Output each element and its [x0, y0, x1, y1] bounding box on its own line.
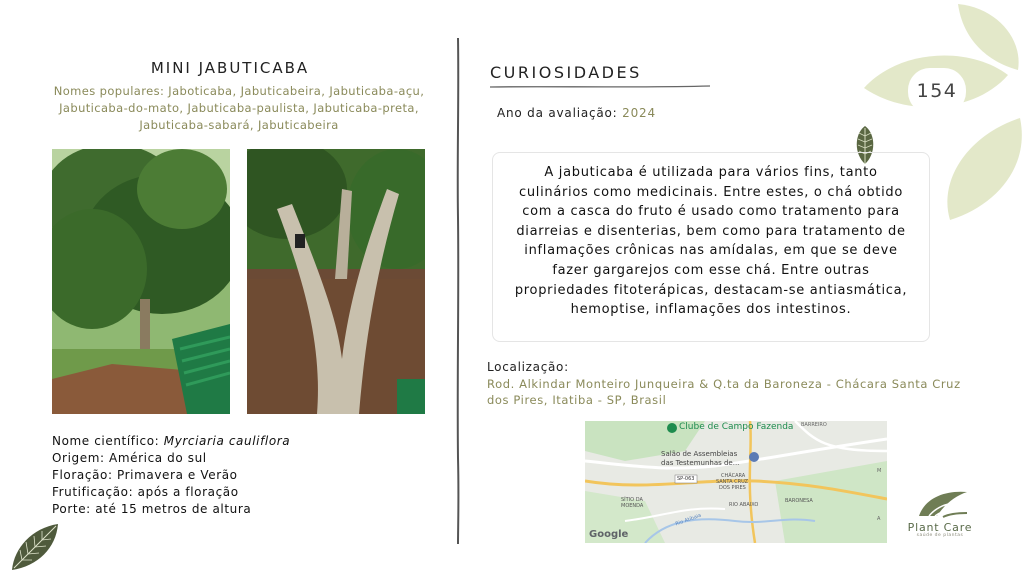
fact-fruiting: Frutificação: após a floração	[52, 485, 239, 499]
map-label-salao-2: das Testemunhas de...	[661, 459, 740, 467]
map-label-river: Rio Atibaia	[674, 512, 703, 528]
evaluation-year-value: 2024	[622, 106, 656, 120]
heading-underline	[490, 84, 710, 90]
page-number-badge	[908, 68, 966, 114]
plant-care-logo-text: Plant Care	[907, 521, 973, 534]
location-map[interactable]	[585, 421, 887, 543]
plant-title: MINI JABUTICABA	[150, 59, 310, 77]
map-label-sitio-1: SÍTIO DA	[621, 497, 643, 503]
map-label-chacara-3: DOS PIRES	[719, 485, 746, 491]
column-divider	[455, 38, 461, 544]
map-label-edge-a: A	[877, 516, 881, 522]
map-label-salao-1: Salão de Assembleias	[661, 450, 738, 458]
map-label-clube: Clube de Campo Fazenda	[679, 422, 794, 432]
plant-care-logo-icon	[915, 488, 969, 520]
fact-scientific-name: Nome científico: Myrciaria cauliflora	[52, 434, 291, 448]
location-label: Localização:	[487, 360, 569, 374]
map-label-rio-abaixo: RIO ABAIXO	[729, 502, 759, 508]
photo-tree-bench	[52, 149, 230, 414]
map-label-barreiro: BARREIRO	[801, 422, 827, 428]
scientific-name-value: Myrciaria cauliflora	[163, 434, 291, 448]
fact-size: Porte: até 15 metros de altura	[52, 502, 252, 516]
map-label-edge-m: M	[877, 468, 882, 474]
location-address: Rod. Alkindar Monteiro Junqueira & Q.ta da Baroneza - Chácara Santa Cruz dos Pires, Itatiba - SP, Brasil	[487, 377, 961, 407]
page-number: 154	[916, 80, 958, 102]
map-label-sitio-2: MOENDA	[621, 503, 644, 509]
popular-names: Nomes populares: Jaboticaba, Jabuticabeira, Jabuticaba-açu, Jabuticaba-do-mato, Jabuticaba-paulista, Jabuticaba-preta, Jabuticaba-sabará, Jabuticabeira	[53, 84, 425, 132]
map-label-road-sp: SP-063	[677, 476, 695, 482]
google-logo: Google	[589, 529, 629, 540]
leaf-icon-bottom-left	[8, 520, 62, 572]
plant-facts	[52, 433, 432, 518]
map-label-chacara-1: CHÁCARA	[721, 473, 746, 479]
map-label-baronesa: BARONESA	[785, 498, 813, 504]
fact-origin: Origem: América do sul	[52, 451, 207, 465]
curiosities-heading: CURIOSIDADES	[490, 63, 642, 82]
plant-care-logo-tagline: saúde de plantas	[916, 533, 964, 538]
evaluation-year: Ano da avaliação: 2024	[497, 106, 656, 120]
fact-flowering: Floração: Primavera e Verão	[52, 468, 238, 482]
map-label-chacara-2: SANTA CRUZ	[716, 479, 749, 485]
curiosities-text: A jabuticaba é utilizada para vários fins, tanto culinários como medicinais. Entre estes, o chá obtido com a casca do fruto é usado como tratamento para diarreias e disenterias, bem como para tratamento de inflamações crônicas nas amídalas, em que se deve fazer gargarejos com esse chá. Entre outras propriedades fitoterápicas, destacam-se antiasmática, hemoptise, inflamações dos intestinos.	[492, 152, 930, 342]
photo-tree-trunk	[247, 149, 425, 414]
